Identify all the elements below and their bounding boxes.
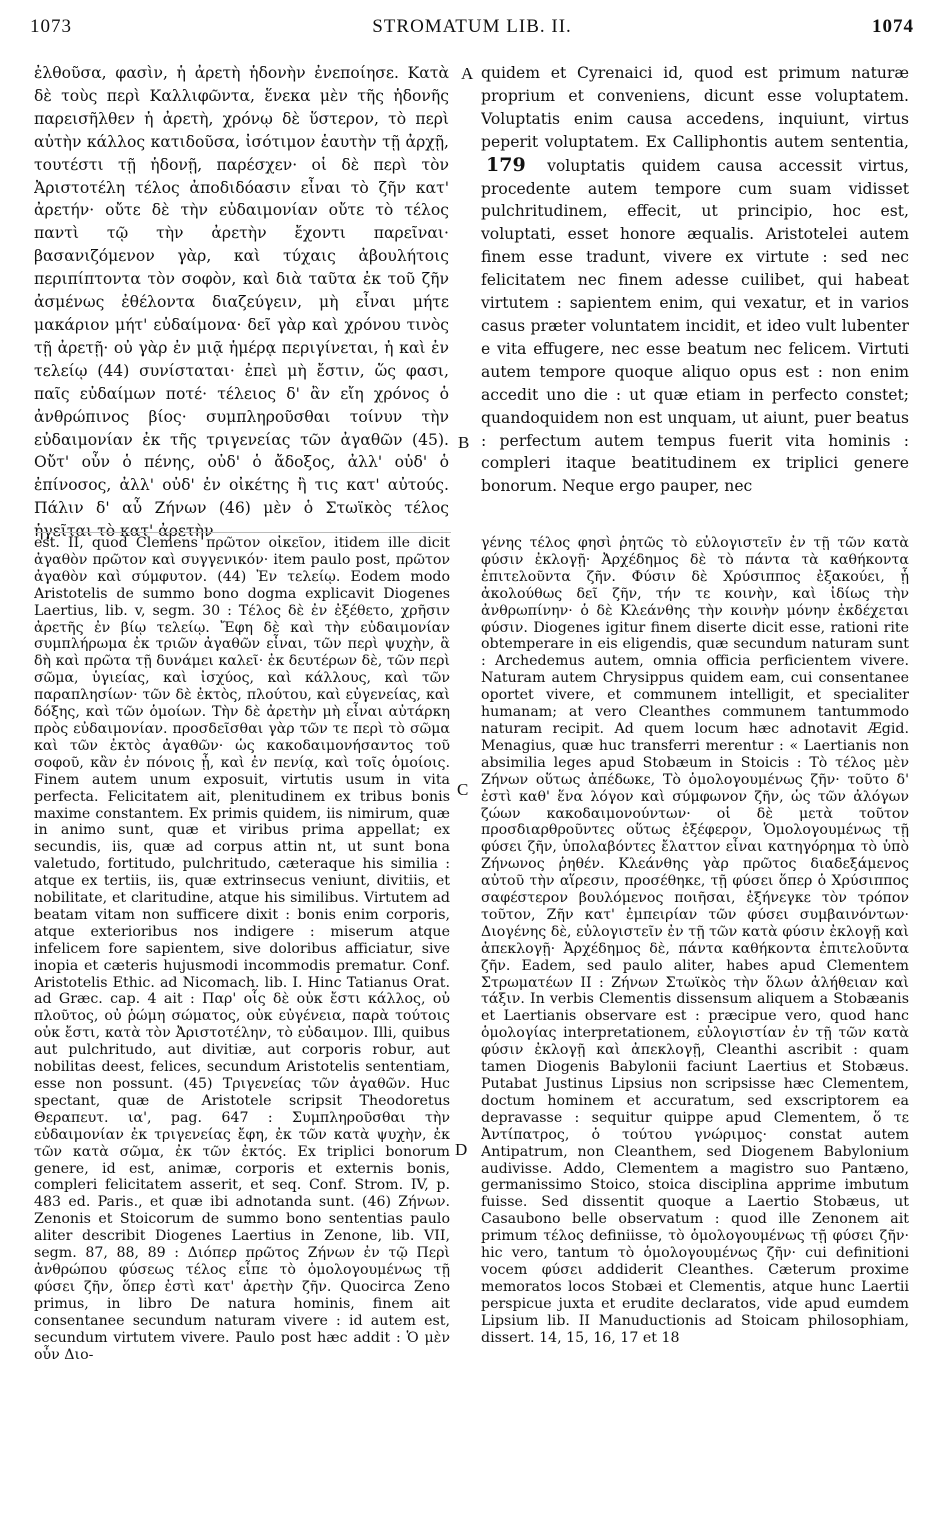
notes-left-text: est. II, quod Clemens πρῶτον οἰκεῖον, itidem ille dicit ἀγαθὸν πρῶτον καὶ συγγενικόν· item paulo post, πρῶτον ἀγαθὸν καὶ σύμφυτον. (44) Ἐν τελείῳ. Eodem modo Aristotelis de summo bono dogma explicavit Diogenes Laertius, lib. v, segm. 30 : Τέλος δὲ ἐν ἐξέθετο, χρῆσιν ἀρετῆς ἐν βίῳ τελείῳ. Ἔφη δὲ καὶ τὴν εὐδαιμονίαν συμπλήρωμα ἐκ τριῶν ἀγαθῶν εἶναι, τῶν περὶ ψυχὴν, ἃ δὴ καὶ πρῶτα τῇ δυνάμει καλεῖ· ἐκ δευτέρων δὲ, τῶν περὶ σῶμα, ὑγιείας, καὶ ἰσχύος, καὶ κάλλους, καὶ τῶν παραπλησίων· τῶν δὲ ἐκτὸς, πλούτου, καὶ εὐγενείας, καὶ δόξης, καὶ τῶν ὁμοίων. Τὴν δὲ ἀρετὴν μὴ εἶναι αὐτάρκη πρὸς εὐδαιμονίαν. προσδεῖσθαι γὰρ τῶν τε περὶ τὸ σῶμα καὶ τῶν ἐκτὸς ἀγαθῶν· ὡς κακοδαιμονήσαντος τοῦ σοφοῦ, κἂν ἐν πόνοις ᾖ, καὶ ἐν πενίᾳ, καὶ τοῖς ὁμοίοις. Finem autem unum exposuit, virtutis usum in vita perfecta. Felicitatem ait, plenitudinem ex tribus bonis maxime constantem. Ex primis quidem, iis nimirum, quæ in animo sunt, quæ et viribus prima appellat; ex secundis, iis, quæ ad corpus attin nt, ut sunt bona valetudo, fortitudo, pulchritudo, cæteraque his similia : atque ex tertiis, iis, quæ extrinsecus veniunt, divitiis, et nobilitate, et claritudine, atque his similibus. Virtutem ad beatam vitam non sufficere dixit : bonis enim corporis, atque exterioribus nos indigere : miserum atque infelicem fore sapientem, sive doloribus afficiatur, sive inopia et cæteris hujusmodi incommodis prematur. Conf. Aristotelis Ethic. ad Nicomach. lib. I. Hinc Tatianus Orat. ad Græc. cap. 4 ait : Παρ' οἷς δὲ οὐκ ἔστι κάλλος, οὐ πλοῦτος, οὐ ῥώμη σώματος, οὐκ εὐγένεια, παρὰ τούτοις οὐκ ἔστι, κατὰ τὸν Ἀριστοτέλην, τὸ εὐδαιμον. Illi, quibus aut pulchritudo, aut divitiæ, aut corporis robur, aut nobilitas deest, felices, secundum Aristotelis sententiam, esse non possunt. (45) Τριγενείας τῶν ἀγαθῶν. Huc spectant, quæ de Aristotele scripsit Theodoretus Θεραπευτ. ια', pag. 647 : Συμπληροῦσθαι τὴν εὐδαιμονίαν ἐκ τριγενείας ἔφη, ἐκ τῶν κατὰ ψυχὴν, ἐκ τῶν κατὰ σῶμα, ἐκ τῶν ἐκτός. Ex triplici bonorum genere, id est, animæ, corporis et externis bonis, compleri felicitatem asserit, et seq. Conf. Strom. IV, p. 483 ed. Paris., et quæ ibi adnotanda sunt. (46) Ζήνων. Zenonis et Stoicorum de summo bono sententias paulo aliter describit Diogenes Laertius in Zenone, lib. VII, segm. 87, 88, 89 : Διόπερ πρῶτος Ζήνων ἐν τῷ Περὶ ἀνθρώπου φύσεως τέλος εἶπε τὸ ὁμολογουμένως τῇ φύσει ζῆν, ὅπερ ἐστὶ κατ' ἀρετὴν ζῆν. Quocirca Zeno primus, in libro De natura hominis, finem ait consentanee secundum naturam vivere : id autem est, secundum virtutem vivere. Paulo post hæc addit : Ὁ μὲν οὖν Διο-	[34, 535, 450, 1363]
notes-right-text: γένης τέλος φησὶ ῥητῶς τὸ εὐλογιστεῖν ἐν τῇ τῶν κατὰ φύσιν ἐκλογῇ· Ἀρχέδημος δὲ τὸ πάντα τὰ καθήκοντα ἐπιτελοῦντα ζῆν. Φύσιν δὲ Χρύσιππος ἐξακούει, ᾗ ἀκολούθως δεῖ ζῆν, τήν τε κοινὴν, καὶ ἰδίως τὴν ἀνθρωπίνην· ὁ δὲ Κλεάνθης τὴν κοινὴν μόνην ἐκδέχεται φύσιν. Diogenes igitur finem diserte dicit esse, rationi rite obtemperare in eis eligendis, quæ secundum naturam sunt : Archedemus autem, omnia officia perficientem vivere. Naturam autem Chrysippus quidem eam, cui consentanee oportet vivere, et communem intelligit, et specialiter humanam; at vero Cleanthes communem tantummodo naturam recipit. Ad quem locum hæc adnotavit Ægid. Menagius, quæ huc transferri merentur : « Laertianis non absimilia leges apud Stobæum in Stoicis : Τὸ τέλος μὲν Ζήνων οὕτως ἀπέδωκε, Τὸ ὁμολογουμένως ζῆν· τοῦτο δ' ἐστὶ καθ' ἕνα λόγον καὶ σύμφωνον ζῆν, ὡς τῶν ἀλόγων ζώων κακοδαιμονούντων· οἱ δὲ μετὰ τοῦτον προσδιαρθροῦντες οὕτως ἐξέφερον, Ὁμολογουμένως τῇ φύσει ζῆν, ὑπολαβόντες ἔλαττον εἶναι κατηγόρημα τὸ ὑπὸ Ζήνωνος ῥηθέν. Κλεάνθης γὰρ πρῶτος διαδεξάμενος αὐτοῦ τὴν αἵρεσιν, προσέθηκε, τῇ φύσει ὅπερ ὁ Χρύσιππος σαφέστερον βουλόμενος ποιῆσαι, ἐξήνεγκε τὸν τρόπον τοῦτον, Ζῆν κατ' ἐμπειρίαν τῶν φύσει συμβαινόντων· Διογένης δὲ, εὐλογιστεῖν ἐν τῇ τῶν κατὰ φύσιν ἐκλογῇ καὶ ἀπεκλογῇ· Ἀρχέδημος δὲ, πάντα καθήκοντα ἐπιτελοῦντα ζῆν. Eadem, sed paulo aliter, habes apud Clementem Στρωματέων II : Ζήνων Στωϊκὸς τὴν ὅλων ἀλήθειαν καὶ τάξιν. In verbis Clementis dissensum aliquem a Stobæanis et Laertianis observare est : præcipue vero, quod hanc ὁμολογίας interpretationem, εὐλογιστίαν ἐν τῇ τῶν κατὰ φύσιν ἐκλογῇ καὶ ἀπεκλογῇ, Cleanthi ascribit : quam tamen Diogenis Babylonii faciunt Laertius et Stobæus. Putabat Justinus Lipsius non scripsisse hæc Clementem, doctum hominem et accuratum, sed exscriptorem ea depravasse : sequitur quippe apud Clementem, ὅ τε Ἀντίπατρος, ὁ τούτου γνώριμος· constat autem Antipatrum, non Cleanthem, sed Diogenem Babylonium audivisse. Addo, Clementem a magistro suo Pantæno, germanissimo Stoico, stoica disciplina apprime imbutum fuisse. Sed dissentit quoque a Laertio Stobæus, ut Casaubono belle observatum : quod ille Zenonem ait primum τέλος definiisse, τὸ ὁμολογουμένως τῇ φύσει ζῆν· hic vero, tantum τὸ ὁμολογουμένως ζῆν· cui definitioni vocem φύσει addiderit Cleanthes. Cæterum proxime memoratos locos Stobæi et Clementis, atque hunc Laertii perspicue juxta et erudite declaratos, vide apud eumdem Lipsium lib. II Manuductionis ad Stoicam philosophiam, dissert. 14, 15, 16, 17 et 18	[481, 535, 909, 1346]
greek-text-column	[34, 62, 449, 543]
margin-letter-c: C	[457, 780, 469, 799]
notes-left-column	[34, 535, 450, 1363]
latin-text-part-1: quidem et Cyrenaici id, quod est primum naturæ proprium et conveniens, dicunt esse voluptatem. Voluptatis enim causa accedens, inquiunt, virtus peperit voluptatem. Ex Calliphontis autem sententia,	[481, 64, 909, 151]
bracketed-page-number: 179	[486, 153, 526, 176]
latin-text-column	[481, 62, 909, 498]
notes-right-column	[481, 535, 909, 1347]
column-divider	[36, 532, 451, 533]
greek-paragraph: ἐλθοῦσα, φασὶν, ἡ ἀρετὴ ἡδονὴν ἐνεποίησε. Κατὰ δὲ τοὺς περὶ Καλλιφῶντα, ἕνεκα μὲν τῆς ἡδονῆς παρεισῆλθεν ἡ ἀρετὴ, χρόνῳ δὲ ὕστερον, τὸ περὶ αὐτὴν κάλλος κατιδοῦσα, ἰσότιμον ἑαυτὴν τῇ ἀρχῇ, τουτέστι τῇ ἡδονῇ, παρέσχεν· οἱ δὲ περὶ τὸν Ἀριστοτέλη τέλος ἀποδιδόασιν εἶναι τὸ ζῆν κατ' ἀρετήν· οὔτε δὲ τὴν εὐδαιμονίαν οὔτε τὸ τέλος παντὶ τῷ τὴν ἀρετὴν ἔχοντι παρεῖναι· βασανιζόμενον γὰρ, καὶ τύχαις ἀβουλήτοις περιπίπτοντα τὸν σοφὸν, καὶ διὰ ταῦτα ἐκ τοῦ ζῆν ἀσμένως ἐθέλοντα διαζεύγειν, μὴ εἶναι μήτε μακάριον μήτ' εὐδαίμονα· δεῖ γὰρ καὶ χρόνου τινὸς τῇ ἀρετῇ· οὐ γὰρ ἐν μιᾷ ἡμέρᾳ περιγίνεται, ἡ καὶ ἐν τελείῳ (44) συνίσταται· ἐπεὶ μὴ ἔστιν, ὥς φασι, παῖς εὐδαίμων ποτέ· τέλειος δ' ἂν εἴη χρόνος ὁ ἀνθρώπινος βίος· συμπληροῦσθαι τοίνυν τὴν εὐδαιμονίαν ἐκ τῆς τριγενείας τῶν ἀγαθῶν (45). Οὔτ' οὖν ὁ πένης, οὐδ' ὁ ἄδοξος, ἀλλ' οὐδ' ὁ ἐπίνοσος, ἀλλ' οὐδ' ἐν οἰκέτης ἢ τις κατ' αὐτούς. Πάλιν δ' αὖ Ζήνων (46) μὲν ὁ Στωϊκὸς τέλος ἡγεῖται τὸ κατ' ἀρετὴν	[34, 64, 449, 541]
left-page-number: 1073	[30, 16, 72, 37]
running-title: STROMATUM LIB. II.	[372, 16, 572, 37]
margin-letter-b: B	[458, 433, 470, 452]
margin-letter-a: A	[461, 64, 474, 83]
running-header	[30, 10, 914, 40]
latin-paragraph	[481, 62, 909, 498]
latin-text-part-2: voluptatis quidem causa accessit virtus, procedente autem tempore cum suam vidisset pulchritudinem, effecit, ut principio, hoc est, voluptati, esset honore æqualis. Aristotelei autem finem esse tradunt, vivere ex virtute : sed nec felicitatem nec finem adesse cuilibet, qui habeat virtutem : sapientem enim, qui vexatur, et in varios casus præter voluntatem incidit, et ideo vult lubenter e vita effugere, nec esse beatum nec felicem. Virtuti autem tempore quoque aliquo opus est : non enim accedit uno die : ut quæ etiam in perfecto constet; quandoquidem non est unquam, ut aiunt, puer beatus : perfectum autem tempus fuerit vita hominis : compleri itaque beatitudinem ex triplici genere bonorum. Neque ergo pauper, nec	[481, 156, 909, 496]
margin-letter-d: D	[455, 1140, 468, 1159]
right-page-number: 1074	[872, 16, 914, 37]
